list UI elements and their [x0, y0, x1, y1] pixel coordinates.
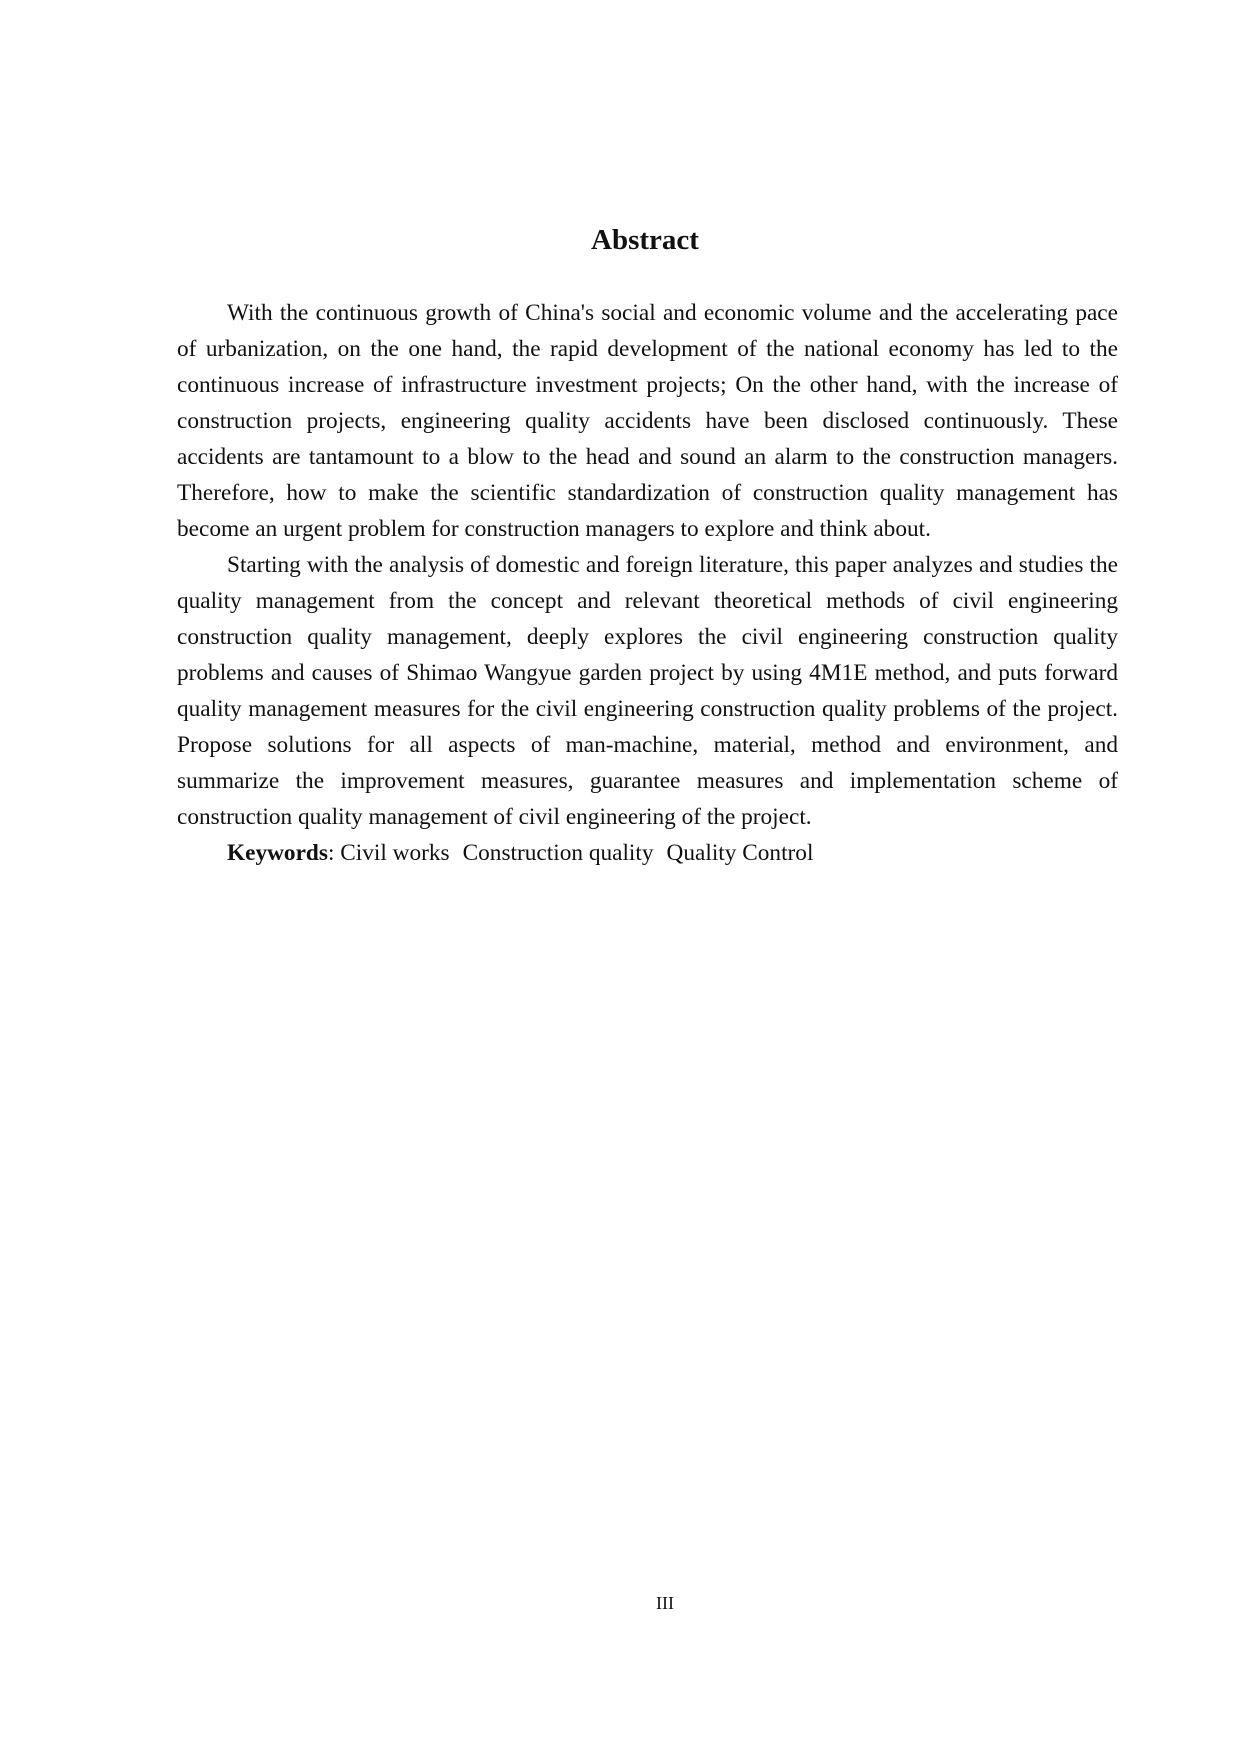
- keyword-item: Civil works: [340, 840, 450, 866]
- abstract-paragraph-2: Starting with the analysis of domestic and foreign literature, this paper analyzes and studies the quality management from the concept and relevant theoretical methods of civil engineering construction quality management, deeply explores the civil engineering construction quality problems and causes of Shimao Wangyue garden project by using 4M1E method, and puts forward quality management measures for the civil engineering construction quality problems of the project. Propose solutions for all aspects of man-machine, material, method and environment, and summarize the improvement measures, guarantee measures and implementation scheme of construction quality management of civil engineering of the project.: [177, 552, 1118, 830]
- keyword-item: Quality Control: [666, 840, 814, 866]
- keyword-item: Construction quality: [462, 840, 654, 866]
- abstract-paragraph-1: With the continuous growth of China's social and economic volume and the accelerating pace of urbanization, on the one hand, the rapid development of the national economy has led to the continuous increase of infrastructure investment projects; On the other hand, with the increase of construction projects, engineering quality accidents have been disclosed continuously. These accidents are tantamount to a blow to the head and sound an alarm to the construction managers. Therefore, how to make the scientific standardization of construction quality management has become an urgent problem for construction managers to explore and think about.: [177, 300, 1118, 542]
- abstract-title: Abstract: [591, 224, 699, 256]
- keywords-separator: :: [327, 840, 341, 866]
- keywords-label: Keywords: [227, 840, 328, 866]
- abstract-body: [177, 295, 1118, 871]
- keywords-line: [177, 835, 1118, 871]
- page-number: III: [656, 1593, 674, 1613]
